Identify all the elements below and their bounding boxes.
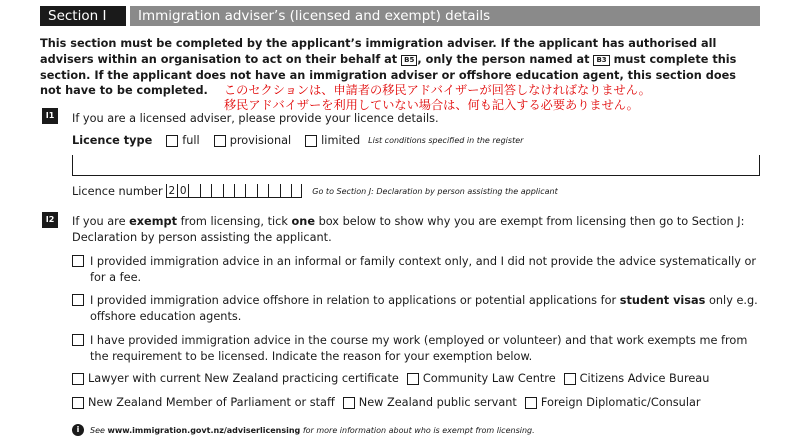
adviser-licensing-link[interactable]: www.immigration.govt.nz/adviserlicensing — [107, 425, 301, 435]
reason-label: Lawyer with current New Zealand practicing certificate — [88, 372, 399, 385]
intro-text-2: , only the person named at — [417, 52, 594, 66]
checkbox-community-law-centre[interactable] — [407, 373, 419, 385]
licence-digit[interactable] — [234, 184, 245, 198]
option-label: limited — [321, 134, 361, 147]
reason-public-servant[interactable] — [343, 396, 517, 409]
licence-type-provisional[interactable] — [214, 134, 291, 147]
checkbox-member-of-parliament[interactable] — [72, 397, 84, 409]
checkbox-full[interactable] — [166, 135, 178, 147]
reason-label: Citizens Advice Bureau — [579, 372, 710, 385]
checkbox-limited[interactable] — [305, 135, 317, 147]
checkbox-lawyer[interactable] — [72, 373, 84, 385]
exempt-option-informal-text: I provided immigration advice in an informal or family context only, and I did not provide the advice systematically or for a fee. — [90, 255, 757, 284]
info-footer — [72, 424, 535, 436]
question-i1-text: If you are a licensed adviser, please provide your licence details. — [72, 112, 439, 125]
limited-conditions-note: List conditions specified in the register — [368, 136, 524, 145]
licence-digit[interactable] — [223, 184, 234, 198]
section-header — [40, 6, 760, 26]
ref-b5: B5 — [401, 55, 417, 66]
licence-type-row — [72, 134, 523, 147]
reason-community-law-centre[interactable] — [407, 372, 556, 385]
licence-digit[interactable] — [291, 184, 302, 198]
intro-text-3: must complete this section. If the applicant does not have an immigration adviser or offshore education agent, this section does not have to be completed. — [40, 52, 737, 98]
question-number-i1: I1 — [42, 108, 58, 124]
licence-digit[interactable] — [280, 184, 291, 198]
licence-type-full[interactable] — [166, 134, 199, 147]
licence-digit[interactable] — [188, 184, 199, 198]
opt2-student-visas: student visas — [619, 294, 706, 307]
japanese-annotation — [224, 83, 651, 112]
checkbox-work[interactable] — [72, 334, 84, 346]
section-label: Section I — [40, 6, 126, 26]
goto-section-j-note: Go to Section J: Declaration by person assisting the applicant — [312, 186, 558, 196]
japanese-line-2: 移民アドバイザーを利用していない場合は、何も記入する必要ありません。 — [224, 97, 639, 112]
reason-citizens-advice-bureau[interactable] — [564, 372, 710, 385]
licence-number-row — [72, 184, 558, 198]
licence-digit[interactable] — [268, 184, 279, 198]
opt2-text-b: only e.g. offshore education agents. — [90, 294, 758, 323]
reason-lawyer[interactable] — [72, 372, 399, 385]
opt2-text-a: I provided immigration advice offshore in relation to applications or potential applications for — [90, 294, 620, 307]
ref-b3: B3 — [593, 55, 609, 66]
licence-digit[interactable]: 0 — [177, 184, 188, 198]
licence-digit[interactable]: 2 — [166, 184, 177, 198]
q2-text-a: If you are — [72, 215, 130, 228]
exempt-option-informal[interactable] — [72, 254, 762, 286]
question-number-i2: I2 — [42, 212, 58, 228]
q2-text-c: box below to show why you are exempt from licensing then go to Section J: Declaration by person assisting the applicant. — [72, 215, 745, 244]
japanese-line-1: このセクションは、申請者の移民アドバイザーが回答しなければなりません。 — [224, 83, 651, 97]
checkbox-foreign-diplomatic[interactable] — [525, 397, 537, 409]
licence-number-label: Licence number — [72, 184, 163, 198]
exemption-reasons-row-2 — [72, 396, 709, 409]
licence-type-label: Licence type — [72, 134, 153, 147]
licence-digit[interactable] — [257, 184, 268, 198]
q2-text-exempt: exempt — [129, 215, 177, 228]
checkbox-citizens-advice-bureau[interactable] — [564, 373, 576, 385]
section-title: Immigration adviser’s (licensed and exempt) details — [130, 6, 760, 26]
info-icon: i — [72, 424, 84, 436]
reason-label: Foreign Diplomatic/Consular — [540, 396, 701, 409]
checkbox-provisional[interactable] — [214, 135, 226, 147]
info-prefix: See — [90, 425, 105, 435]
q2-text-one: one — [291, 215, 315, 228]
licence-digit[interactable] — [245, 184, 256, 198]
exempt-option-work[interactable] — [72, 333, 762, 365]
info-suffix: for more information about who is exempt from licensing. — [302, 425, 535, 435]
exemption-reasons-row-1 — [72, 372, 717, 385]
licence-conditions-field[interactable] — [72, 155, 760, 176]
checkbox-offshore[interactable] — [72, 294, 84, 306]
licence-type-limited[interactable] — [305, 134, 360, 147]
licence-digit[interactable] — [200, 184, 211, 198]
exempt-option-work-text: I have provided immigration advice in the course my work (employed or volunteer) and that work exempts me from the requirement to be licensed. Indicate the reason for your exemption below. — [90, 334, 748, 363]
option-label: full — [182, 134, 200, 147]
q2-text-b: from licensing, tick — [176, 215, 292, 228]
checkbox-public-servant[interactable] — [343, 397, 355, 409]
question-i2-text — [72, 214, 752, 246]
reason-label: Community Law Centre — [422, 372, 556, 385]
intro-text-1: This section must be completed by the applicant’s immigration adviser. If the applicant has authorised all advisers within an organisation to act on their behalf at — [40, 37, 717, 66]
licence-number-input[interactable] — [166, 184, 303, 198]
reason-foreign-diplomatic[interactable] — [525, 396, 701, 409]
exempt-option-offshore-text — [72, 293, 762, 325]
reason-label: New Zealand public servant — [358, 396, 517, 409]
checkbox-informal[interactable] — [72, 255, 84, 267]
reason-member-of-parliament[interactable] — [72, 396, 335, 409]
licence-digit[interactable] — [211, 184, 222, 198]
option-label: provisional — [229, 134, 292, 147]
reason-label: New Zealand Member of Parliament or staff — [88, 396, 335, 409]
exempt-option-offshore[interactable] — [72, 293, 762, 325]
